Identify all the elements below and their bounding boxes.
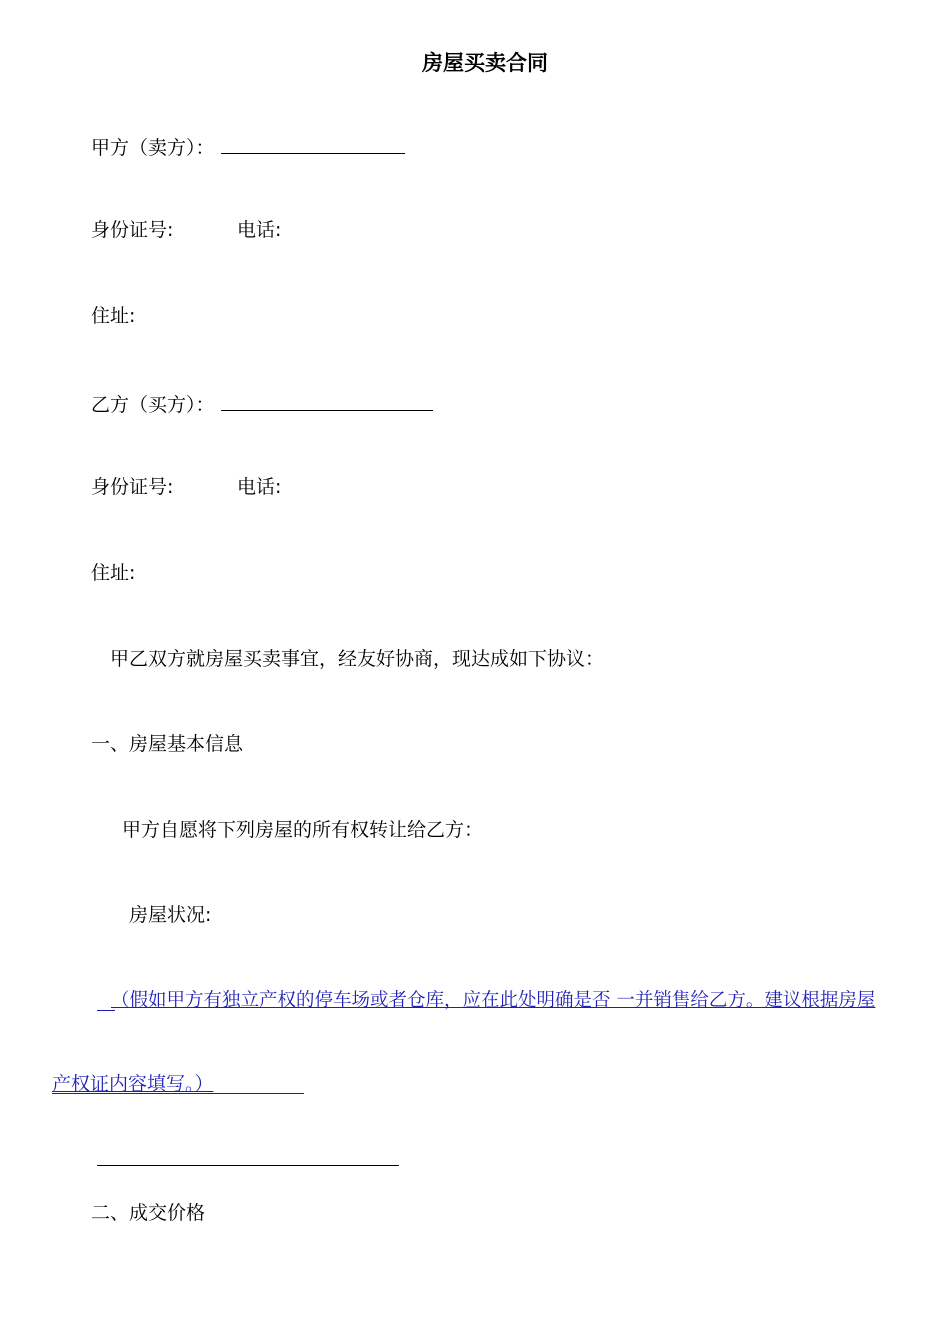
party-b-name-field[interactable]: [221, 390, 433, 411]
party-b-id-label: 身份证号:: [91, 476, 174, 498]
party-a-phone-label: 电话:: [237, 219, 282, 241]
section2-heading: 二、成交价格: [91, 1202, 206, 1224]
party-b-address-label: 住址:: [91, 562, 136, 584]
note-line-2[interactable]: 产权证内容填写。）: [52, 1073, 214, 1095]
note-line-1[interactable]: （假如甲方有独立产权的停车场或者仓库，应在此处明确是否 一并销售给乙方。建议根据房屋: [111, 990, 876, 1011]
document-title: 房屋买卖合同: [422, 51, 548, 75]
section1-intro: 甲方自愿将下列房屋的所有权转让给乙方：: [122, 819, 484, 841]
preamble-text: 甲乙双方就房屋买卖事宜，经友好协商，现达成如下协议：: [110, 648, 605, 670]
party-a-label: 甲方（卖方）：: [91, 137, 215, 159]
party-a-id-label: 身份证号:: [91, 219, 174, 241]
party-a-name-field[interactable]: [221, 133, 405, 154]
house-status-label: 房屋状况:: [129, 904, 212, 926]
note-line-2-underline: [52, 1093, 304, 1094]
party-a-address-label: 住址:: [91, 305, 136, 327]
party-b-label: 乙方（买方）：: [91, 394, 215, 416]
section1-heading: 一、房屋基本信息: [91, 733, 244, 755]
party-a-line: [91, 133, 405, 160]
party-b-line: [91, 390, 433, 417]
house-status-fill-line[interactable]: [97, 1165, 399, 1166]
party-b-phone-label: 电话:: [237, 476, 282, 498]
